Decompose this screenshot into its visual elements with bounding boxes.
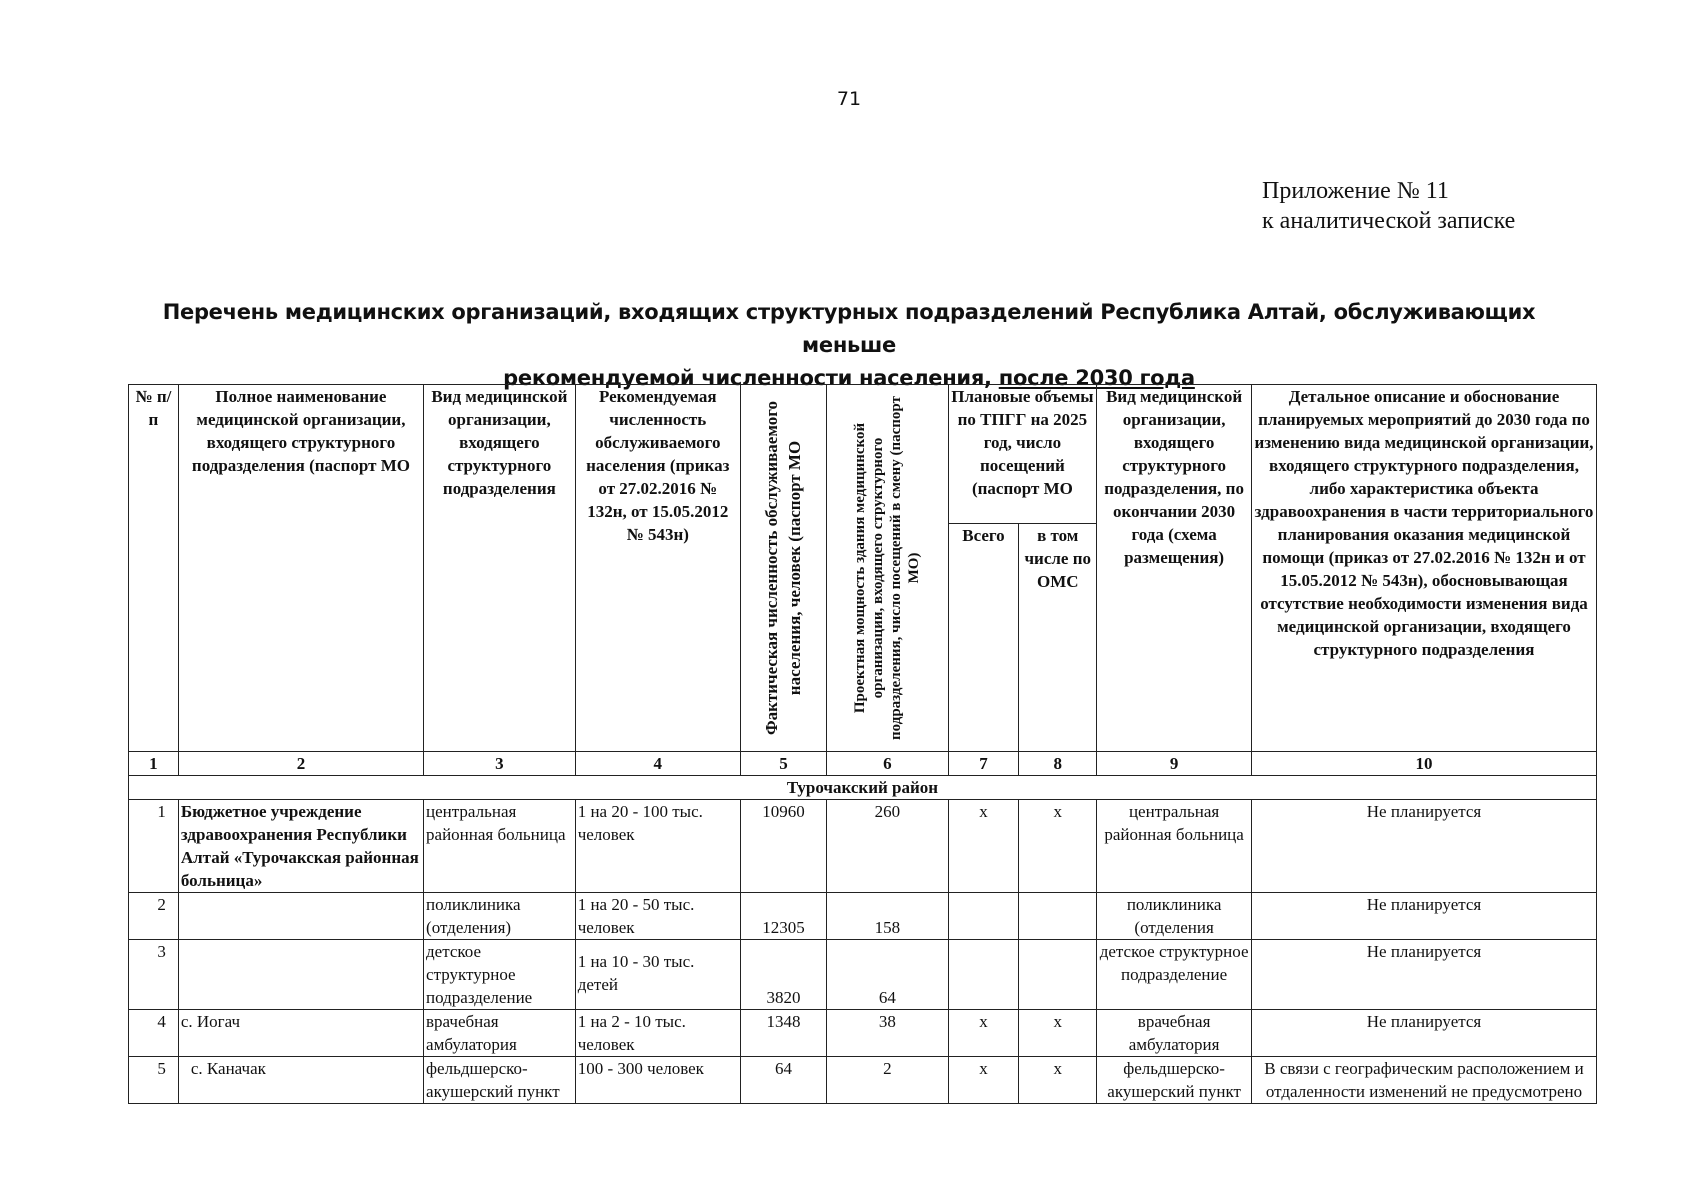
appendix-note (1262, 176, 1515, 236)
row-description: В связи с географическим расположением и отдаленности изменений не предусмотрено (1252, 1057, 1597, 1104)
appendix-line-1: Приложение № 11 (1262, 178, 1449, 204)
row-oms: х (1019, 1010, 1097, 1057)
row-type-2030: врачебная амбулатория (1097, 1010, 1252, 1057)
column-number: 10 (1252, 752, 1597, 776)
district-row (129, 776, 1597, 800)
header-total: Всего (948, 524, 1019, 752)
row-type-2030: центральная районная больница (1097, 800, 1252, 893)
row-total: х (948, 1010, 1019, 1057)
row-type: врачебная амбулатория (424, 1010, 576, 1057)
header-type-2030: Вид медицинской организации, входящего структурного подразделения, по окончании 2030 года (схема размещения) (1097, 385, 1252, 752)
row-description: Не планируется (1252, 800, 1597, 893)
header-description: Детальное описание и обоснование планируемых мероприятий до 2030 года по изменению вида медицинской организации, входящего структурного подразделения, либо характеристика объекта здравоохранения в части территориального планирования оказания медицинской помощи (приказ от 27.02.2016 № 132н и от 15.05.2012 № 543н), обосновывающая отсутствие необходимости изменения вида медицинской организации, входящего структурного подразделения (1252, 385, 1597, 752)
row-name (178, 893, 423, 940)
header-capacity (827, 385, 949, 752)
column-number: 8 (1019, 752, 1097, 776)
row-capacity: 158 (827, 893, 949, 940)
row-actual: 12305 (740, 893, 826, 940)
row-recommended: 1 на 20 - 100 тыс. человек (575, 800, 740, 893)
row-num: 3 (129, 940, 179, 1010)
row-type: поликлиника (отделения) (424, 893, 576, 940)
row-oms: х (1019, 800, 1097, 893)
header-planned: Плановые объемы по ТПГГ на 2025 год, число посещений (паспорт МО (948, 385, 1097, 524)
column-number: 9 (1097, 752, 1252, 776)
column-number: 2 (178, 752, 423, 776)
row-capacity: 2 (827, 1057, 949, 1104)
row-name: с. Иогач (178, 1010, 423, 1057)
title-line-2-underlined: после 2030 года (998, 366, 1195, 390)
row-type-2030: фельдшерско-акушерский пункт (1097, 1057, 1252, 1104)
header-full-name: Полное наименование медицинской организации, входящего структурного подразделения (паспорт МО (178, 385, 423, 752)
row-recommended: 1 на 10 - 30 тыс. детей (575, 940, 740, 1010)
organizations-table (128, 384, 1597, 1104)
district-name: Турочакский район (129, 776, 1597, 800)
row-oms: х (1019, 1057, 1097, 1104)
column-number-row (129, 752, 1597, 776)
row-actual: 1348 (740, 1010, 826, 1057)
row-num: 5 (129, 1057, 179, 1104)
header-oms: в том числе по ОМС (1019, 524, 1097, 752)
column-number: 1 (129, 752, 179, 776)
table-row (129, 893, 1597, 940)
row-type-2030: детское структурное подразделение (1097, 940, 1252, 1010)
row-total: х (948, 800, 1019, 893)
document-title (150, 296, 1548, 395)
row-num: 1 (129, 800, 179, 893)
row-num: 2 (129, 893, 179, 940)
row-recommended: 1 на 20 - 50 тыс. человек (575, 893, 740, 940)
row-recommended: 1 на 2 - 10 тыс. человек (575, 1010, 740, 1057)
header-actual-text: Фактическая численность обслуживаемого населения, человек (паспорт МО (762, 401, 805, 736)
row-description: Не планируется (1252, 893, 1597, 940)
row-actual: 64 (740, 1057, 826, 1104)
row-actual: 10960 (740, 800, 826, 893)
row-name (178, 940, 423, 1010)
row-total: х (948, 1057, 1019, 1104)
header-type: Вид медицинской организации, входящего структурного подразделения (424, 385, 576, 752)
header-num: № п/п (129, 385, 179, 752)
appendix-line-2: к аналитической записке (1262, 208, 1516, 234)
column-number: 6 (827, 752, 949, 776)
column-number: 5 (740, 752, 826, 776)
header-recommended: Рекомендуемая численность обслуживаемого населения (приказ от 27.02.2016 № 132н, от 15.05.2012 № 543н) (575, 385, 740, 752)
row-oms (1019, 893, 1097, 940)
title-line-1: Перечень медицинских организаций, входящих структурных подразделений Республика Алтай, обслуживающих меньше (162, 300, 1536, 357)
header-row (129, 385, 1597, 524)
row-total (948, 940, 1019, 1010)
column-number: 4 (575, 752, 740, 776)
row-type-2030: поликлиника (отделения (1097, 893, 1252, 940)
table-row (129, 940, 1597, 1010)
row-num: 4 (129, 1010, 179, 1057)
table-row (129, 1010, 1597, 1057)
column-number: 3 (424, 752, 576, 776)
page-number: 71 (836, 88, 862, 110)
row-capacity: 38 (827, 1010, 949, 1057)
table-row (129, 800, 1597, 893)
row-actual: 3820 (740, 940, 826, 1010)
row-description: Не планируется (1252, 940, 1597, 1010)
row-recommended: 100 - 300 человек (575, 1057, 740, 1104)
row-type: детское структурное подразделение (424, 940, 576, 1010)
row-capacity: 260 (827, 800, 949, 893)
column-number: 7 (948, 752, 1019, 776)
row-type: центральная районная больница (424, 800, 576, 893)
header-capacity-text: Проектная мощность здания медицинской организации, входящего структурного подразделения, число посещений в смену (паспорт МО) (852, 396, 923, 740)
row-description: Не планируется (1252, 1010, 1597, 1057)
row-capacity: 64 (827, 940, 949, 1010)
table-row (129, 1057, 1597, 1104)
row-type: фельдшерско-акушерский пункт (424, 1057, 576, 1104)
title-line-2-text: рекомендуемой численности населения, (503, 366, 999, 390)
row-total (948, 893, 1019, 940)
row-oms (1019, 940, 1097, 1010)
header-actual (740, 385, 826, 752)
row-name: с. Каначак (178, 1057, 423, 1104)
row-name: Бюджетное учреждение здравоохранения Республики Алтай «Турочакская районная больница» (178, 800, 423, 893)
